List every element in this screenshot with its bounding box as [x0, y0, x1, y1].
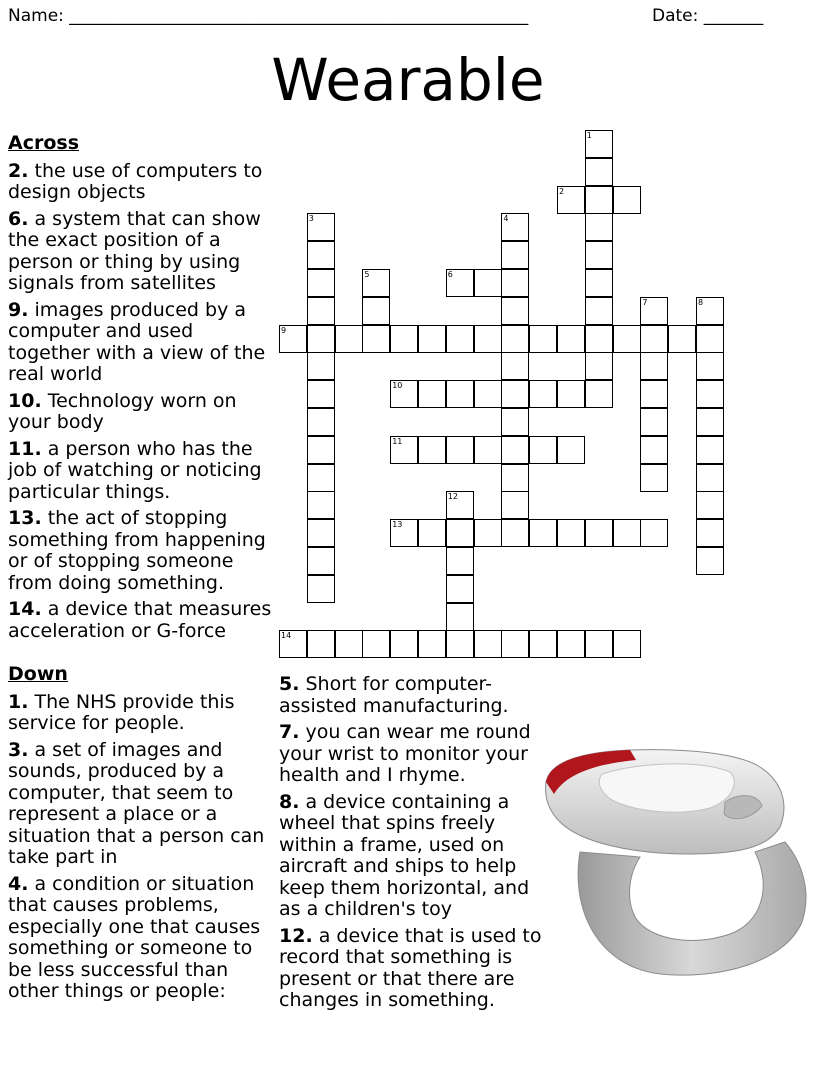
grid-cell[interactable]	[585, 158, 613, 186]
clue-text: the act of stopping something from happening or of stopping someone from doing something.	[8, 507, 266, 594]
grid-cell[interactable]	[307, 269, 335, 297]
grid-cell[interactable]	[696, 491, 724, 519]
grid-cell[interactable]	[585, 380, 613, 408]
grid-cell[interactable]	[585, 630, 613, 658]
grid-cell[interactable]	[640, 352, 668, 380]
clue-text: a device containing a wheel that spins freely within a frame, used on aircraft and ships to help keep them horizontal, and as a children's toy	[279, 790, 530, 920]
clue-number: 9.	[8, 298, 29, 321]
grid-cell[interactable]	[696, 464, 724, 492]
grid-cell[interactable]	[585, 213, 613, 241]
grid-cell[interactable]	[640, 519, 668, 547]
grid-cell[interactable]	[501, 325, 529, 353]
grid-cell[interactable]	[501, 269, 529, 297]
grid-cell[interactable]	[640, 380, 668, 408]
clue-text: images produced by a computer and used together with a view of the real world	[8, 298, 266, 385]
grid-cell[interactable]	[390, 436, 418, 464]
clue-number: 3.	[8, 738, 29, 761]
grid-cell[interactable]	[501, 519, 529, 547]
clue-number: 1.	[8, 690, 29, 713]
grid-cell[interactable]	[307, 352, 335, 380]
clue-number: 10.	[8, 389, 42, 412]
grid-cell[interactable]	[307, 380, 335, 408]
grid-cell[interactable]	[446, 575, 474, 603]
grid-cell[interactable]	[696, 380, 724, 408]
grid-cell[interactable]	[613, 519, 641, 547]
clue-number: 13.	[8, 507, 42, 529]
down-clues	[8, 664, 268, 1008]
grid-cell[interactable]	[362, 325, 390, 353]
grid-cell[interactable]	[474, 519, 502, 547]
cell-number: 3	[308, 214, 314, 224]
clue-down-1	[8, 692, 268, 735]
cell-number: 5	[364, 270, 370, 279]
grid-cell[interactable]	[585, 325, 613, 353]
clue-across-13	[8, 508, 273, 594]
clue-text: a set of images and sounds, produced by a computer, that seem to represent a place or a situation that a person can take part in	[8, 738, 265, 868]
grid-cell[interactable]	[279, 325, 307, 353]
grid-cell[interactable]	[474, 325, 502, 353]
clue-text: the use of computers to design objects	[8, 159, 263, 203]
grid-cell[interactable]	[307, 519, 335, 547]
clue-across-11	[8, 439, 273, 504]
grid-cell[interactable]	[418, 380, 446, 408]
clue-text: a person who has the job of watching or noticing particular things.	[8, 437, 262, 503]
grid-cell[interactable]	[557, 186, 585, 214]
grid-cell[interactable]	[446, 603, 474, 631]
clue-text: a device that is used to record that something is present or that there are changes in something.	[279, 924, 542, 1011]
grid-cell[interactable]	[501, 352, 529, 380]
cell-number: 11	[392, 436, 403, 446]
date-line: Date: _______	[652, 6, 764, 26]
grid-cell[interactable]	[696, 352, 724, 380]
grid-cell[interactable]	[501, 297, 529, 325]
grid-cell[interactable]	[446, 630, 474, 658]
grid-cell[interactable]	[557, 630, 585, 658]
grid-cell[interactable]	[613, 630, 641, 658]
clue-number: 11.	[8, 437, 42, 460]
grid-cell[interactable]	[529, 519, 557, 547]
grid-cell[interactable]	[307, 408, 335, 436]
grid-cell[interactable]	[529, 436, 557, 464]
grid-cell[interactable]	[613, 325, 641, 353]
cell-number: 6	[447, 270, 453, 279]
grid-cell[interactable]	[585, 241, 613, 269]
clue-text: a condition or situation that causes problems, especially one that causes something or someone to be less successful than other things or people:	[8, 872, 261, 1002]
grid-cell[interactable]	[307, 464, 335, 492]
grid-cell[interactable]	[585, 352, 613, 380]
grid-cell[interactable]	[640, 464, 668, 492]
grid-cell[interactable]	[446, 519, 474, 547]
grid-cell[interactable]	[279, 630, 307, 658]
clue-down-7	[279, 722, 544, 787]
grid-cell[interactable]	[557, 436, 585, 464]
clue-text: Technology worn on your body	[8, 389, 237, 433]
grid-cell[interactable]	[585, 269, 613, 297]
grid-cell[interactable]	[362, 269, 390, 297]
cell-number: 8	[698, 297, 704, 307]
across-clues	[8, 133, 273, 647]
grid-cell[interactable]	[557, 519, 585, 547]
grid-cell[interactable]	[696, 519, 724, 547]
grid-cell[interactable]	[390, 630, 418, 658]
grid-cell[interactable]	[640, 325, 668, 353]
grid-cell[interactable]	[585, 130, 613, 158]
grid-cell[interactable]	[390, 380, 418, 408]
grid-cell[interactable]	[501, 491, 529, 519]
grid-cell[interactable]	[501, 213, 529, 241]
grid-cell[interactable]	[696, 436, 724, 464]
grid-cell[interactable]	[307, 630, 335, 658]
grid-cell[interactable]	[501, 241, 529, 269]
grid-cell[interactable]	[446, 380, 474, 408]
cell-number: 12	[447, 492, 458, 502]
grid-cell[interactable]	[640, 436, 668, 464]
grid-cell[interactable]	[307, 436, 335, 464]
clue-text: a system that can show the exact position of a person or thing by using signals from satellites	[8, 207, 261, 294]
puzzle-title: Wearable	[271, 46, 545, 114]
down-clues-continued	[279, 674, 544, 1017]
grid-cell[interactable]	[529, 630, 557, 658]
grid-cell[interactable]	[668, 325, 696, 353]
grid-cell[interactable]	[585, 519, 613, 547]
grid-cell[interactable]	[585, 186, 613, 214]
clue-number: 5.	[279, 673, 300, 695]
grid-cell[interactable]	[501, 464, 529, 492]
grid-cell[interactable]	[362, 630, 390, 658]
grid-cell[interactable]	[474, 630, 502, 658]
grid-cell[interactable]	[307, 547, 335, 575]
grid-cell[interactable]	[474, 269, 502, 297]
wristband-strap	[578, 842, 806, 975]
clue-across-14	[8, 599, 273, 642]
clue-number: 2.	[8, 159, 29, 182]
grid-cell[interactable]	[418, 519, 446, 547]
name-line: Name: ______________________________________________________	[8, 6, 529, 26]
clue-number: 12.	[279, 924, 313, 947]
cell-number: 4	[503, 214, 509, 224]
grid-cell[interactable]	[446, 269, 474, 297]
grid-cell[interactable]	[474, 436, 502, 464]
clue-down-4	[8, 874, 268, 1003]
grid-cell[interactable]	[501, 380, 529, 408]
grid-cell[interactable]	[696, 408, 724, 436]
clue-across-2	[8, 161, 273, 204]
grid-cell[interactable]	[557, 380, 585, 408]
grid-cell[interactable]	[446, 491, 474, 519]
cell-number: 9	[281, 325, 287, 335]
grid-cell[interactable]	[307, 241, 335, 269]
grid-cell[interactable]	[640, 297, 668, 325]
grid-cell[interactable]	[613, 186, 641, 214]
grid-cell[interactable]	[446, 547, 474, 575]
grid-cell[interactable]	[501, 630, 529, 658]
grid-cell[interactable]	[307, 325, 335, 353]
grid-cell[interactable]	[696, 547, 724, 575]
grid-cell[interactable]	[446, 436, 474, 464]
grid-cell[interactable]	[307, 297, 335, 325]
grid-cell[interactable]	[335, 325, 363, 353]
clue-number: 7.	[279, 721, 300, 743]
grid-cell[interactable]	[418, 436, 446, 464]
grid-cell[interactable]	[585, 297, 613, 325]
down-heading: Down	[8, 663, 68, 685]
cell-number: 13	[392, 520, 403, 530]
grid-cell[interactable]	[390, 325, 418, 353]
clue-down-12	[279, 926, 544, 1012]
grid-cell[interactable]	[418, 630, 446, 658]
grid-cell[interactable]	[696, 325, 724, 353]
clue-down-8	[279, 792, 544, 921]
grid-cell[interactable]	[418, 325, 446, 353]
clue-across-10	[8, 391, 273, 434]
grid-cell[interactable]	[501, 408, 529, 436]
grid-cell[interactable]	[446, 325, 474, 353]
grid-cell[interactable]	[529, 325, 557, 353]
clue-number: 6.	[8, 207, 29, 230]
clue-across-9	[8, 300, 273, 386]
clue-down-3	[8, 740, 268, 869]
cell-number: 10	[392, 381, 403, 391]
clue-text: The NHS provide this service for people.	[8, 690, 235, 734]
grid-cell[interactable]	[501, 436, 529, 464]
fitness-tracker-wristband-icon	[540, 742, 812, 978]
clue-text: Short for computer-assisted manufacturing.	[279, 673, 509, 717]
cell-number: 1	[586, 131, 592, 140]
grid-cell[interactable]	[390, 519, 418, 547]
cell-number: 2	[559, 186, 565, 196]
clue-number: 4.	[8, 872, 29, 895]
grid-cell[interactable]	[557, 325, 585, 353]
cell-number: 14	[281, 631, 292, 641]
grid-cell[interactable]	[307, 213, 335, 241]
clue-text: you can wear me round your wrist to monitor your health and I rhyme.	[279, 721, 531, 786]
grid-cell[interactable]	[529, 380, 557, 408]
grid-cell[interactable]	[696, 297, 724, 325]
clue-number: 8.	[279, 790, 300, 813]
grid-cell[interactable]	[640, 408, 668, 436]
grid-cell[interactable]	[307, 491, 335, 519]
grid-cell[interactable]	[335, 630, 363, 658]
clue-across-6	[8, 209, 273, 295]
grid-cell[interactable]	[362, 297, 390, 325]
cell-number: 7	[642, 297, 648, 307]
clue-text: a device that measures acceleration or G-force	[8, 598, 272, 642]
clue-down-5	[279, 674, 544, 717]
grid-cell[interactable]	[474, 380, 502, 408]
across-heading: Across	[8, 132, 80, 154]
grid-cell[interactable]	[307, 575, 335, 603]
clue-number: 14.	[8, 598, 42, 620]
